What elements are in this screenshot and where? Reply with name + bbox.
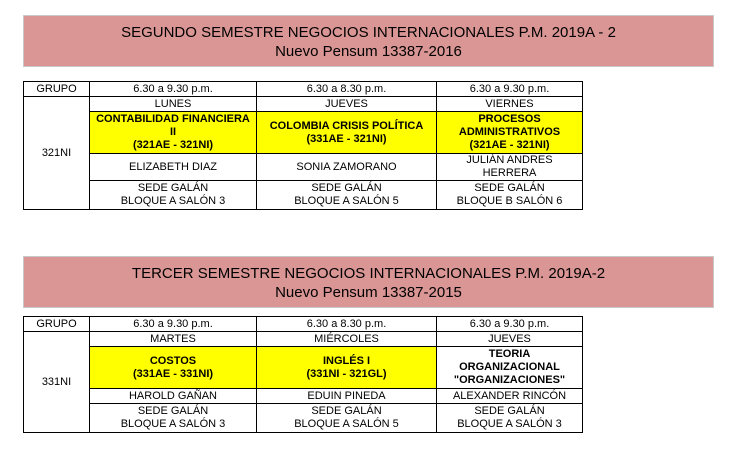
table-row	[24, 389, 583, 404]
teacher-cell: EDUIN PINEDA	[257, 389, 437, 404]
location-site: SEDE GALÁN	[137, 182, 209, 194]
time-cell: 6.30 a 9.30 p.m.	[437, 317, 583, 332]
course-cell	[257, 112, 437, 154]
location-site: SEDE GALÁN	[311, 182, 382, 194]
location-room: BLOQUE A SALÓN 3	[120, 195, 226, 207]
table-row	[24, 332, 583, 347]
course-code: (331AE - 331NI)	[132, 367, 214, 380]
course-name: PROCESOS ADMINISTRATIVOS	[458, 113, 561, 138]
table-row	[24, 181, 583, 210]
time-cell: 6.30 a 8.30 p.m.	[257, 317, 437, 332]
table-row	[24, 404, 583, 433]
grupo-header: GRUPO	[24, 82, 90, 97]
location-site: SEDE GALÁN	[474, 405, 545, 417]
section1-schedule-table	[23, 81, 583, 210]
table-row	[24, 112, 583, 154]
course-code: (331AE - 321NI)	[306, 132, 387, 145]
section1-banner	[23, 15, 714, 67]
course-code: (331NI - 321GL)	[306, 367, 387, 380]
location-room: BLOQUE A SALÓN 5	[294, 195, 399, 207]
course-name: INGLÉS I	[322, 354, 371, 367]
table-row	[24, 347, 583, 389]
time-cell: 6.30 a 9.30 p.m.	[90, 317, 257, 332]
location-site: SEDE GALÁN	[311, 405, 382, 417]
location-cell	[90, 404, 257, 433]
section1-title: SEGUNDO SEMESTRE NEGOCIOS INTERNACIONALES P.M. 2019A - 2	[121, 24, 616, 41]
table-row	[24, 317, 583, 332]
grupo-cell: 321NI	[24, 97, 90, 210]
teacher-cell: SONIA ZAMORANO	[257, 154, 437, 181]
time-cell: 6.30 a 8.30 p.m.	[257, 82, 437, 97]
location-cell	[257, 404, 437, 433]
course-name: COLOMBIA CRISIS POLÍTICA	[269, 119, 424, 132]
location-room: BLOQUE A SALÓN 3	[120, 418, 226, 430]
location-cell	[257, 181, 437, 210]
course-name: TEORIA ORGANIZACIONAL	[459, 348, 560, 373]
section2-subtitle: Nuevo Pensum 13387-2015	[275, 284, 462, 301]
teacher-cell: JULIÁN ANDRES HERRERA	[437, 154, 583, 181]
course-cell	[437, 347, 583, 389]
course-cell	[437, 112, 583, 154]
section1-subtitle: Nuevo Pensum 13387-2016	[275, 43, 462, 60]
grupo-header: GRUPO	[24, 317, 90, 332]
table-row	[24, 82, 583, 97]
section2-title: TERCER SEMESTRE NEGOCIOS INTERNACIONALES P.M. 2019A-2	[131, 265, 606, 282]
location-site: SEDE GALÁN	[474, 182, 545, 194]
course-cell	[257, 347, 437, 389]
course-name: COSTOS	[149, 354, 197, 367]
location-site: SEDE GALÁN	[137, 405, 209, 417]
course-code: (321AE - 321NI)	[132, 139, 214, 151]
course-name: CONTABILIDAD FINANCIERA II	[96, 113, 250, 138]
location-room: BLOQUE A SALÓN 5	[294, 418, 399, 430]
location-cell	[437, 181, 583, 210]
day-cell: MARTES	[90, 332, 257, 347]
teacher-cell: HAROLD GAÑAN	[90, 389, 257, 404]
course-subtitle: "ORGANIZACIONES"	[453, 374, 566, 386]
teacher-cell: ELIZABETH DIAZ	[90, 154, 257, 181]
time-cell: 6.30 a 9.30 p.m.	[437, 82, 583, 97]
location-room: BLOQUE B SALÓN 6	[456, 195, 563, 207]
table-row	[24, 154, 583, 181]
location-cell	[90, 181, 257, 210]
grupo-cell: 331NI	[24, 332, 90, 433]
time-cell: 6.30 a 9.30 p.m.	[90, 82, 257, 97]
course-cell	[90, 112, 257, 154]
teacher-cell: ALEXANDER RINCÓN	[437, 389, 583, 404]
course-cell	[90, 347, 257, 389]
day-cell: VIERNES	[437, 97, 583, 112]
day-cell: MIÉRCOLES	[257, 332, 437, 347]
location-room: BLOQUE A SALÓN 3	[457, 418, 562, 430]
section2-banner	[23, 256, 714, 308]
course-code: (321AE - 321NI)	[469, 139, 550, 151]
section2-schedule-table	[23, 316, 583, 433]
table-row	[24, 97, 583, 112]
day-cell: JUEVES	[257, 97, 437, 112]
location-cell	[437, 404, 583, 433]
day-cell: JUEVES	[437, 332, 583, 347]
day-cell: LUNES	[90, 97, 257, 112]
